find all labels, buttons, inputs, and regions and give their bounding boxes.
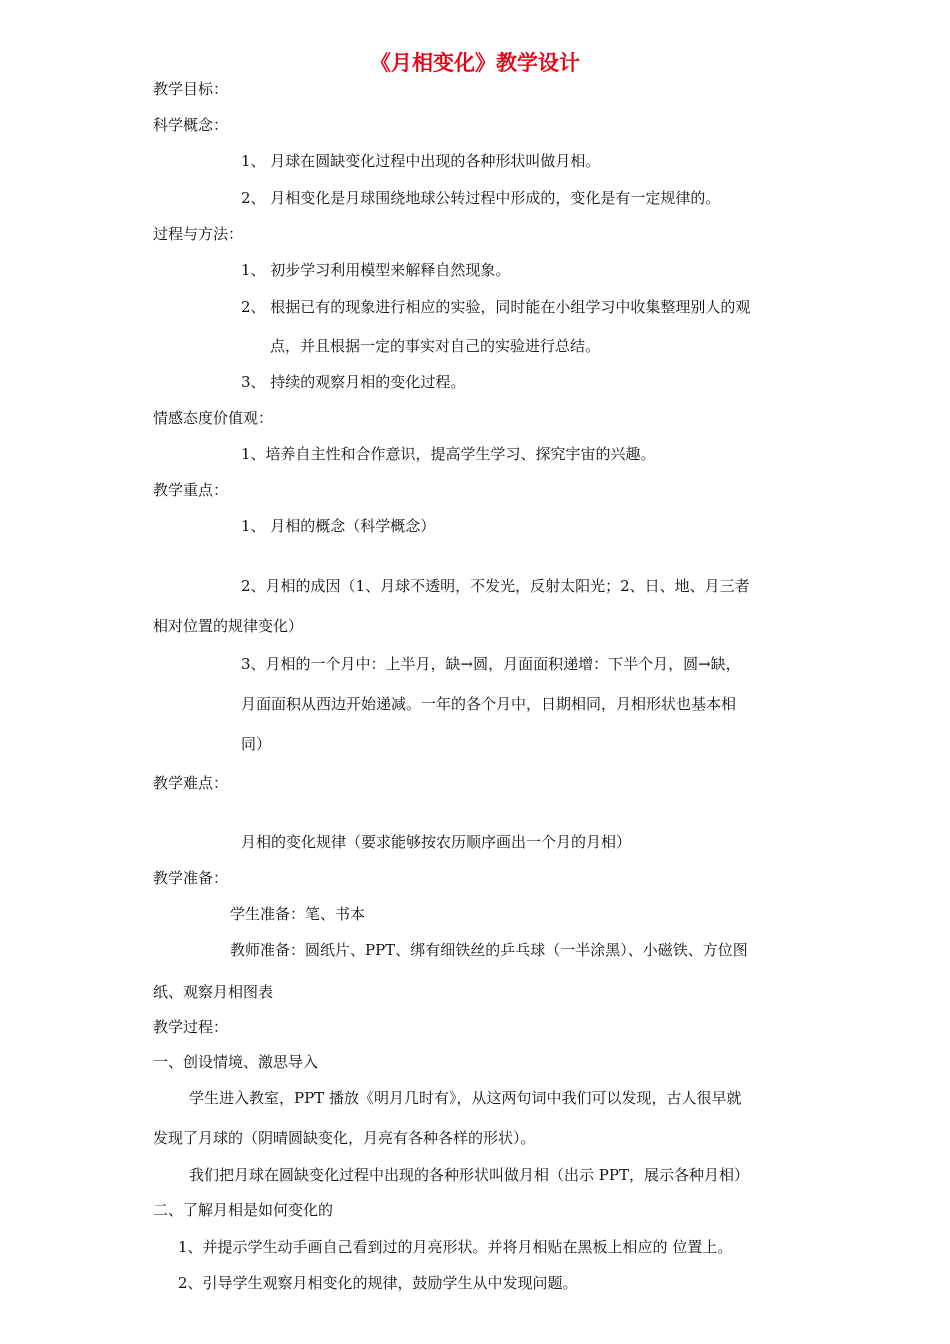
key-point-3-line-2: 月面面积从西边开始递减。一年的各个月中，日期相同，月相形状也基本相 [241, 695, 737, 713]
key-point-2-line-1: 2、月相的成因（1、月球不透明，不发光，反射太阳光；2、日、地、月三者 [241, 577, 750, 595]
attitude-item-1: 1、培养自主性和合作意识，提高学生学习、探究宇宙的兴趣。 [241, 445, 656, 463]
part-1-paragraph-1-line-2: 发现了月球的（阴晴圆缺变化，月亮有各种各样的形状）。 [153, 1129, 536, 1147]
part-1-heading: 一、创设情境、激思导入 [153, 1053, 319, 1071]
process-method-item-3: 3、 持续的观察月相的变化过程。 [241, 373, 466, 391]
process-method-heading: 过程与方法： [153, 225, 244, 243]
process-method-item-2-continued: 点，并且根据一定的事实对自己的实验进行总结。 [270, 337, 601, 355]
difficulty-heading: 教学难点： [153, 774, 229, 792]
attitude-heading: 情感态度价值观： [153, 409, 274, 427]
preparation-heading: 教学准备： [153, 869, 229, 887]
science-concept-item-2: 2、 月相变化是月球围绕地球公转过程中形成的，变化是有一定规律的。 [241, 189, 721, 207]
science-concept-heading: 科学概念： [153, 116, 229, 134]
part-2-heading: 二、了解月相是如何变化的 [153, 1201, 334, 1219]
student-preparation: 学生准备：笔、书本 [230, 905, 366, 923]
difficulty-text: 月相的变化规律（要求能够按农历顺序画出一个月的月相） [241, 833, 632, 851]
key-points-heading: 教学重点： [153, 481, 229, 499]
part-1-paragraph-1-line-1: 学生进入教室，PPT 播放《明月几时有》，从这两句词中我们可以发现，古人很早就 [189, 1089, 742, 1107]
key-point-1: 1、 月相的概念（科学概念） [241, 517, 436, 535]
teaching-process-heading: 教学过程： [153, 1018, 229, 1036]
science-concept-item-1: 1、 月球在圆缺变化过程中出现的各种形状叫做月相。 [241, 152, 601, 170]
process-method-item-1: 1、 初步学习利用模型来解释自然现象。 [241, 261, 511, 279]
part-2-item-2: 2、引导学生观察月相变化的规律，鼓励学生从中发现问题。 [178, 1274, 578, 1292]
part-1-paragraph-2: 我们把月球在圆缺变化过程中出现的各种形状叫做月相（出示 PPT，展示各种月相） [189, 1166, 749, 1184]
key-point-3-line-1: 3、月相的一个月中：上半月，缺→圆，月面面积递增：下半个月，圆→缺， [241, 655, 741, 673]
teacher-preparation-line-1: 教师准备：圆纸片、PPT、绑有细铁丝的乒乓球（一半涂黑）、小磁铁、方位图 [230, 941, 748, 959]
key-point-3-line-3: 同） [241, 735, 272, 753]
teacher-preparation-line-2: 纸、观察月相图表 [153, 983, 274, 1001]
key-point-2-line-2: 相对位置的规律变化） [153, 617, 304, 635]
document-title: 《月相变化》教学设计 [370, 51, 580, 75]
process-method-item-2: 2、 根据已有的现象进行相应的实验，同时能在小组学习中收集整理别人的观 [241, 298, 751, 316]
part-2-item-1: 1、并提示学生动手画自己看到过的月亮形状。并将月相贴在黑板上相应的 位置上。 [178, 1238, 733, 1256]
teaching-goals-heading: 教学目标： [153, 80, 229, 98]
